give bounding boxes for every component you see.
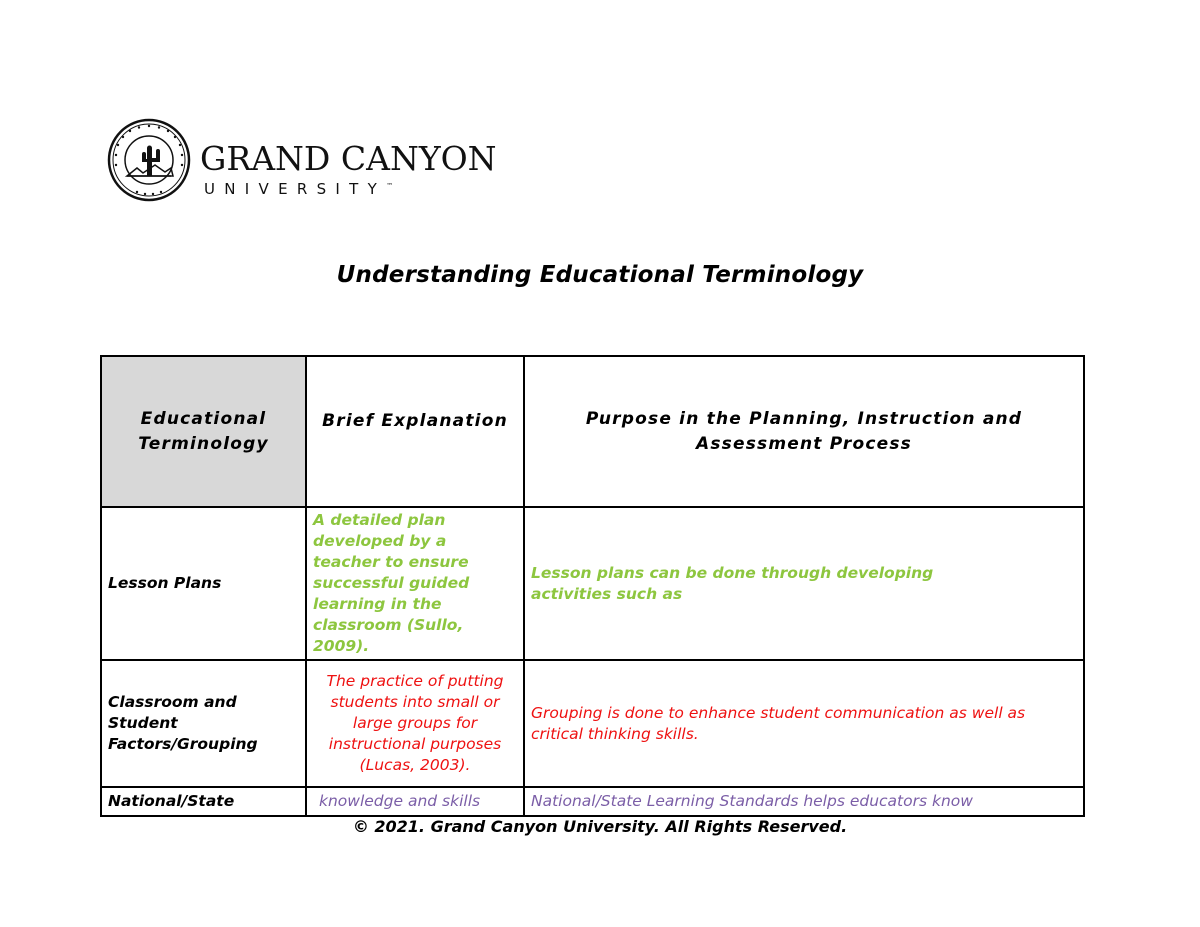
purpose-cell: Grouping is done to enhance student communication as well as critical thinking skills.: [524, 660, 1084, 787]
table-header-row: [101, 356, 1084, 507]
university-seal-icon: [107, 118, 191, 202]
purpose-cell: National/State Learning Standards helps educators know: [524, 787, 1084, 816]
copyright-footer: © 2021. Grand Canyon University. All Rights Reserved.: [352, 817, 848, 836]
university-logo: [107, 118, 507, 203]
table-row: [101, 787, 1084, 816]
term-cell: Classroom and Student Factors/Grouping: [101, 660, 306, 787]
logo-wordmark: GRAND CANYON: [200, 139, 497, 178]
column-header-explanation: Brief Explanation: [306, 356, 524, 507]
term-cell: National/State: [101, 787, 306, 816]
term-cell: Lesson Plans: [101, 507, 306, 660]
explanation-cell: knowledge and skills: [306, 787, 524, 816]
explanation-cell: A detailed plan developed by a teacher to ensure successful guided learning in the classroom (Sullo, 2009).: [306, 507, 524, 660]
page-title: Understanding Educational Terminology: [336, 262, 864, 288]
logo-subwordmark: [204, 182, 393, 197]
explanation-cell: The practice of putting students into small or large groups for instructional purposes (Lucas, 2003).: [306, 660, 524, 787]
purpose-cell: Lesson plans can be done through developing activities such as: [524, 507, 1084, 660]
column-header-term: Educational Terminology: [101, 356, 306, 507]
terminology-table: [100, 355, 1085, 817]
table-row: [101, 507, 1084, 660]
trademark-symbol: ™: [386, 182, 394, 190]
table-row: [101, 660, 1084, 787]
logo-university: UNIVERSITY: [204, 180, 387, 198]
column-header-purpose: Purpose in the Planning, Instruction and Assessment Process: [524, 356, 1084, 507]
